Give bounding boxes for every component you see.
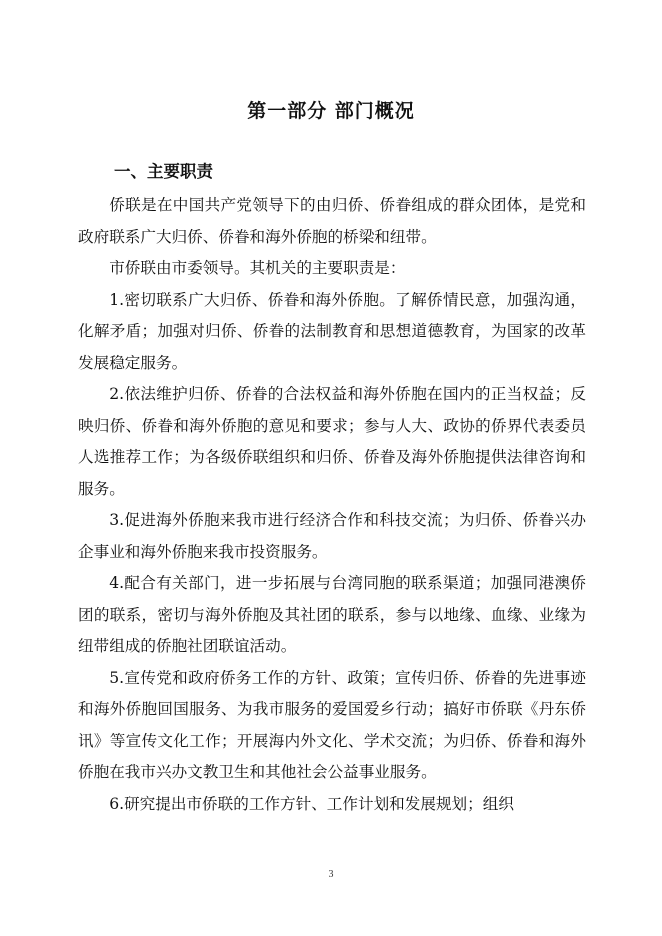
page-number: 3 xyxy=(328,869,334,880)
paragraph-duty-1: 1.密切联系广大归侨、侨眷和海外侨胞。了解侨情民意，加强沟通，化解矛盾；加强对归侨、侨眷的法制教育和思想道德教育，为国家的改革发展稳定服务。 xyxy=(78,290,586,372)
paragraph-duty-6: 6.研究提出市侨联的工作方针、工作计划和发展规划；组织 xyxy=(109,794,514,813)
document-body xyxy=(78,190,586,820)
page-title: 第一部分 部门概况 xyxy=(247,100,415,122)
paragraph-leadership: 市侨联由市委领导。其机关的主要职责是： xyxy=(109,259,406,277)
paragraph-duty-5: 5.宣传党和政府侨务工作的方针、政策；宣传归侨、侨眷的先进事迹和海外侨胞回国服务、为我市服务的爱国爱乡行动；搞好市侨联《丹东侨讯》等宣传文化工作；开展海内外文化、学术交流；为归侨、侨眷和海外侨胞在我市兴办文教卫生和其他社会公益事业服务。 xyxy=(78,668,586,781)
paragraph-intro: 侨联是在中国共产党领导下的由归侨、侨眷组成的群众团体，是党和政府联系广大归侨、侨眷和海外侨胞的桥梁和纽带。 xyxy=(78,196,586,246)
section-heading: 一、主要职责 xyxy=(114,162,213,181)
paragraph-duty-3: 3.促进海外侨胞来我市进行经济合作和科技交流；为归侨、侨眷兴办企事业和海外侨胞来我市投资服务。 xyxy=(78,511,586,561)
paragraph-duty-4: 4.配合有关部门，进一步拓展与台湾同胞的联系渠道；加强同港澳侨团的联系，密切与海外侨胞及其社团的联系，参与以地缘、血缘、业缘为纽带组成的侨胞社团联谊活动。 xyxy=(78,574,586,655)
paragraph-duty-2: 2.依法维护归侨、侨眷的合法权益和海外侨胞在国内的正当权益；反映归侨、侨眷和海外侨胞的意见和要求；参与人大、政协的侨界代表委员人选推荐工作；为各级侨联组织和归侨、侨眷及海外侨胞提供法律咨询和服务。 xyxy=(78,385,586,498)
